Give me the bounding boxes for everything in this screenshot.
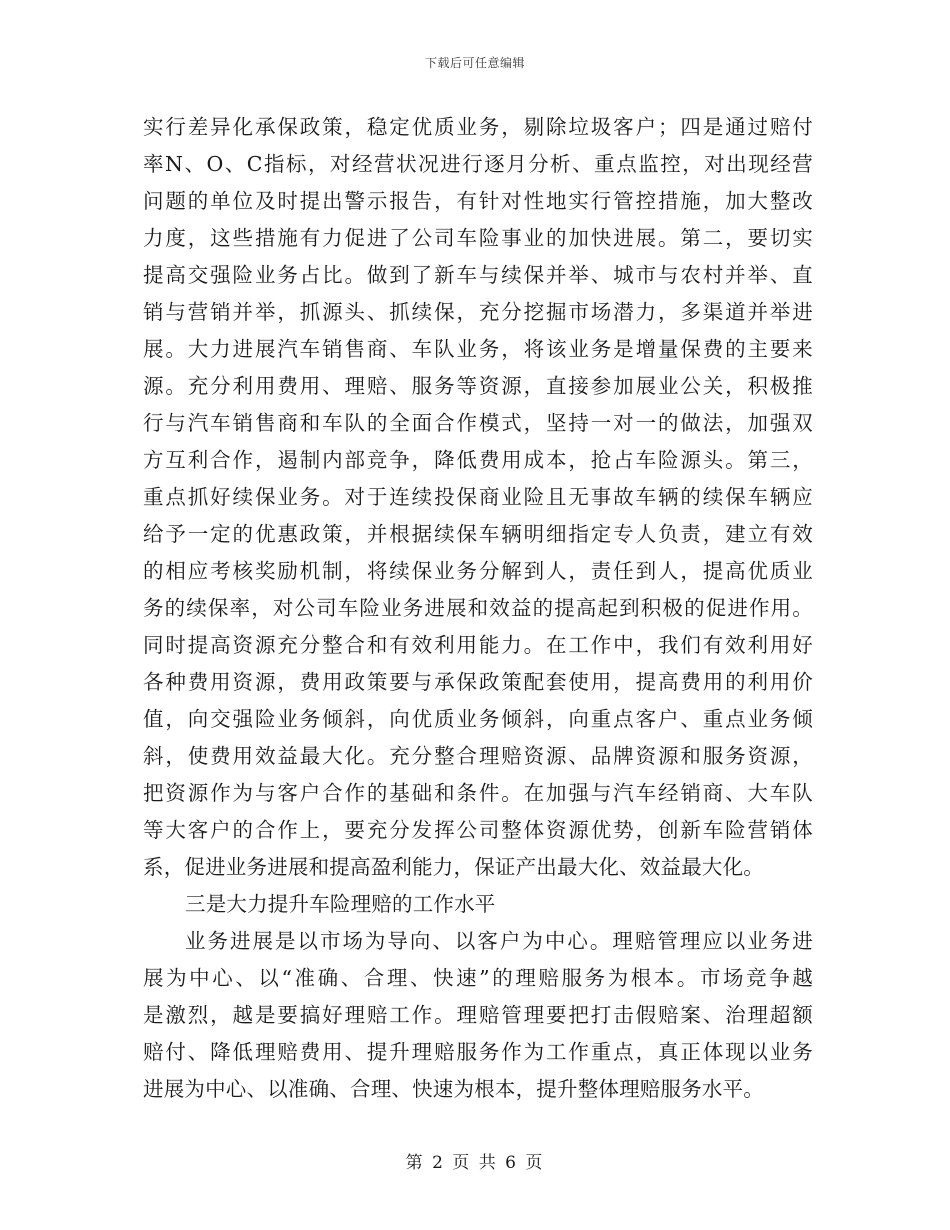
text-line: 赔付、降低理赔费用、提升理赔服务作为工作重点，真正体现以业务 <box>143 1040 813 1064</box>
text-line: 问题的单位及时提出警示报告，有针对性地实行管控措施，加大整改 <box>143 189 813 213</box>
text-line: 等大客户的合作上，要充分发挥公司整体资源优势，创新车险营销体 <box>143 818 813 842</box>
text-line: 给予一定的优惠政策，并根据续保车辆明细指定专人负责，建立有效 <box>143 522 813 546</box>
text-line: 展为中心、以“准确、合理、快速”的理赔服务为根本。市场竞争越 <box>143 966 813 990</box>
document-body <box>143 109 813 1108</box>
text-line: 务的续保率，对公司车险业务进展和效益的提高起到积极的促进作用。 <box>143 596 813 620</box>
text-line: 把资源作为与客户合作的基础和条件。在加强与汽车经销商、大车队 <box>143 781 813 805</box>
text-line: 重点抓好续保业务。对于连续投保商业险且无事故车辆的续保车辆应 <box>143 485 813 509</box>
text-line: 的相应考核奖励机制，将续保业务分解到人，责任到人，提高优质业 <box>143 559 813 583</box>
text-line: 提高交强险业务占比。做到了新车与续保并举、城市与农村并举、直 <box>143 263 813 287</box>
section-heading: 三是大力提升车险理赔的工作水平 <box>185 892 496 916</box>
text-line: 同时提高资源充分整合和有效利用能力。在工作中，我们有效利用好 <box>143 633 813 657</box>
text-line: 是激烈，越是要搞好理赔工作。理赔管理要把打击假赔案、治理超额 <box>143 1003 813 1027</box>
text-line: 各种费用资源，费用政策要与承保政策配套使用，提高费用的利用价 <box>143 670 813 694</box>
text-line: 业务进展是以市场为导向、以客户为中心。理赔管理应以业务进 <box>185 929 813 953</box>
text-line: 斜，使费用效益最大化。充分整合理赔资源、品牌资源和服务资源， <box>143 744 813 768</box>
text-line: 销与营销并举，抓源头、抓续保，充分挖掘市场潜力，多渠道并举进 <box>143 300 813 324</box>
text-line: 值，向交强险业务倾斜，向优质业务倾斜，向重点客户、重点业务倾 <box>143 707 813 731</box>
text-line: 实行差异化承保政策，稳定优质业务，剔除垃圾客户；四是通过赔付 <box>143 115 813 139</box>
text-line: 进展为中心、以准确、合理、快速为根本，提升整体理赔服务水平。 <box>143 1077 764 1101</box>
text-line: 率N、O、C指标，对经营状况进行逐月分析、重点监控，对出现经营 <box>143 152 813 176</box>
text-line: 系，促进业务进展和提高盈利能力，保证产出最大化、效益最大化。 <box>143 855 764 879</box>
page-number: 第 2 页 共 6 页 <box>405 1153 545 1173</box>
text-line: 行与汽车销售商和车队的全面合作模式，坚持一对一的做法，加强双 <box>143 411 813 435</box>
text-line: 源。充分利用费用、理赔、服务等资源，直接参加展业公关，积极推 <box>143 374 813 398</box>
page-header: 下载后可任意编辑 <box>424 56 525 70</box>
text-line: 展。大力进展汽车销售商、车队业务，将该业务是增量保费的主要来 <box>143 337 813 361</box>
text-line: 力度，这些措施有力促进了公司车险事业的加快进展。第二，要切实 <box>143 226 813 250</box>
text-line: 方互利合作，遏制内部竞争，降低费用成本，抢占车险源头。第三， <box>143 448 813 472</box>
